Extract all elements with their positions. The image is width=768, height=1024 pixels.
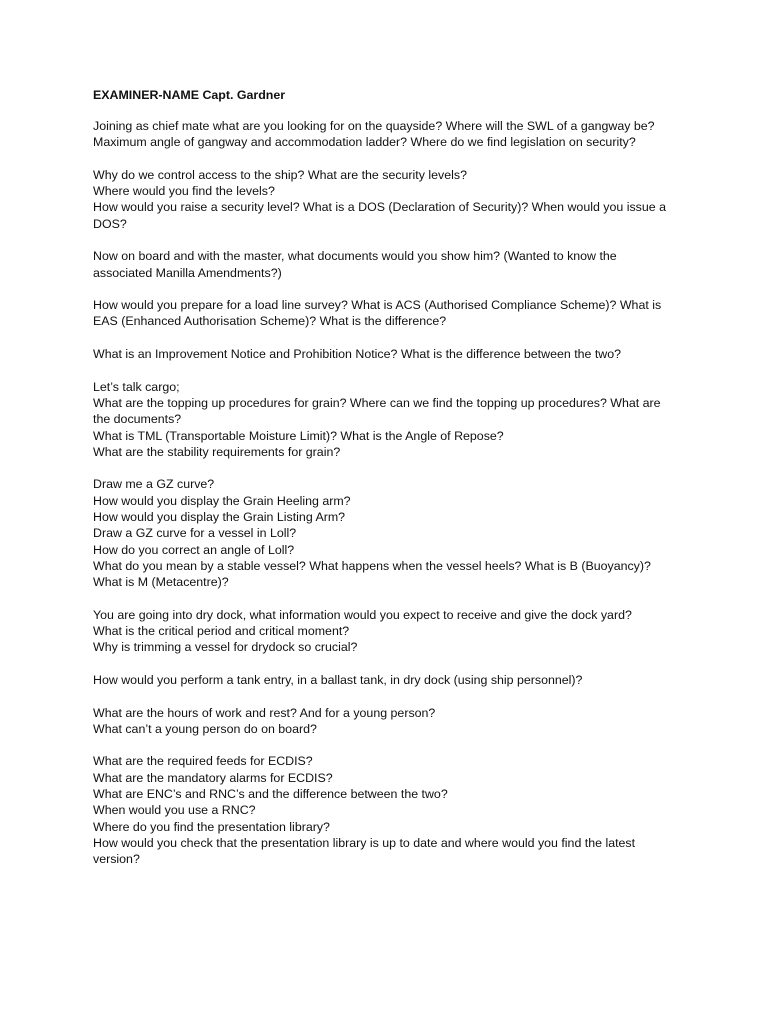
question-paragraph <box>93 607 678 656</box>
question-line: Draw a GZ curve for a vessel in Loll? <box>93 526 297 541</box>
question-line: What are the required feeds for ECDIS? <box>93 754 313 769</box>
question-line: Where would you find the levels? <box>93 184 275 199</box>
question-list <box>93 118 678 868</box>
question-line: What is an Improvement Notice and Prohibition Notice? What is the difference between the two? <box>93 347 622 362</box>
question-line: Where do you find the presentation library? <box>93 819 330 834</box>
question-line: What is the critical period and critical moment? <box>93 624 350 639</box>
question-paragraph <box>93 248 678 281</box>
document-page <box>93 87 678 884</box>
question-paragraph <box>93 672 678 688</box>
question-paragraph <box>93 167 678 232</box>
question-paragraph <box>93 753 678 867</box>
question-line: You are going into dry dock, what information would you expect to receive and give the dock yard? <box>93 607 632 622</box>
question-line: How would you raise a security level? What is a DOS (Declaration of Security)? When would you issue a DOS? <box>93 200 666 231</box>
question-line: Draw me a GZ curve? <box>93 477 215 492</box>
question-paragraph <box>93 118 678 151</box>
question-line: Why do we control access to the ship? What are the security levels? <box>93 167 467 182</box>
question-line: Now on board and with the master, what documents would you show him? (Wanted to know the associated Manilla Amendments?) <box>93 249 617 280</box>
question-line: How would you prepare for a load line survey? What is ACS (Authorised Compliance Scheme)? What is EAS (Enhanced Authorisation Scheme)? What is the difference? <box>93 298 662 329</box>
question-line: What is TML (Transportable Moisture Limit)? What is the Angle of Repose? <box>93 428 504 443</box>
question-line: When would you use a RNC? <box>93 803 256 818</box>
question-line: What are the mandatory alarms for ECDIS? <box>93 770 333 785</box>
question-line: What can’t a young person do on board? <box>93 721 317 736</box>
question-line: What are ENC’s and RNC’s and the difference between the two? <box>93 787 448 802</box>
question-paragraph <box>93 705 678 738</box>
question-line: What are the hours of work and rest? And for a young person? <box>93 705 436 720</box>
question-paragraph <box>93 297 678 330</box>
question-line: How would you display the Grain Heeling arm? <box>93 493 351 508</box>
question-line: Maximum angle of gangway and accommodation ladder? Where do we find legislation on security? <box>93 135 636 150</box>
question-paragraph <box>93 346 678 362</box>
question-line: What are the stability requirements for grain? <box>93 444 341 459</box>
question-line: What do you mean by a stable vessel? What happens when the vessel heels? What is B (Buoyancy)? What is M (Metacentre)? <box>93 558 651 590</box>
question-line: How would you check that the presentation library is up to date and where would you find the latest version? <box>93 835 636 867</box>
question-paragraph <box>93 476 678 590</box>
question-line: What are the topping up procedures for grain? Where can we find the topping up procedures? What are the documents? <box>93 395 661 427</box>
question-line: How would you display the Grain Listing Arm? <box>93 510 346 525</box>
question-line: How would you perform a tank entry, in a ballast tank, in dry dock (using ship personnel)? <box>93 672 583 687</box>
question-line: How do you correct an angle of Loll? <box>93 542 295 557</box>
question-line: Joining as chief mate what are you looking for on the quayside? Where will the SWL of a gangway be? <box>93 118 655 133</box>
question-line: Why is trimming a vessel for drydock so crucial? <box>93 640 358 655</box>
question-line: Let’s talk cargo; <box>93 379 180 394</box>
document-title: EXAMINER-NAME Capt. Gardner <box>93 88 286 102</box>
question-paragraph <box>93 379 678 460</box>
